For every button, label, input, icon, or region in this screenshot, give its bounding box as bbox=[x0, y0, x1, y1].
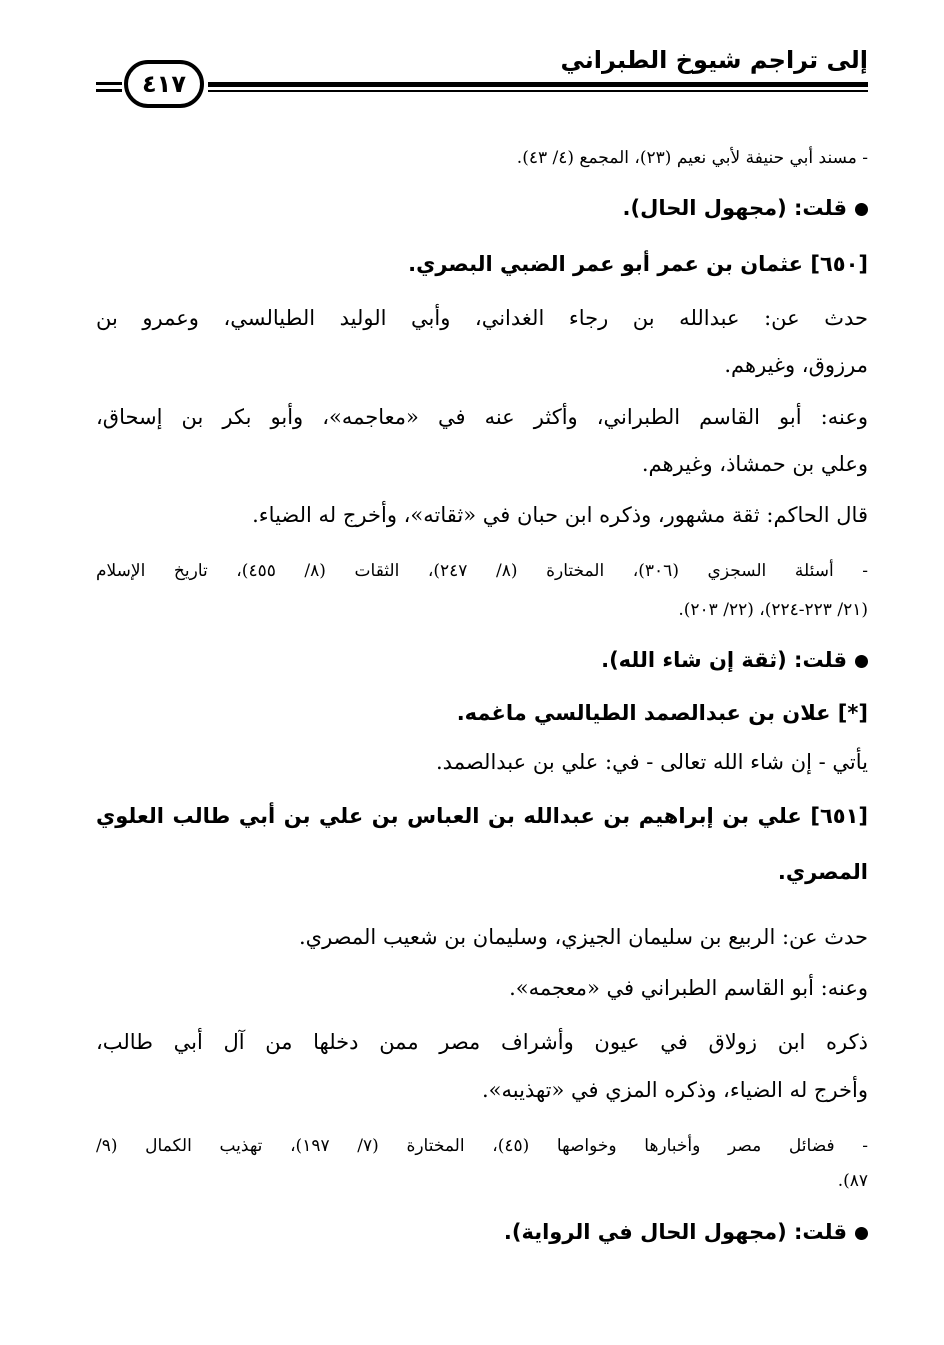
running-title: إلى تراجم شيوخ الطبراني bbox=[560, 46, 868, 74]
bullet-icon bbox=[855, 203, 868, 216]
entry-heading: [٦٥٠] عثمان بن عمر أبو عمر الضبي البصري. bbox=[408, 252, 868, 276]
entry-heading: [*] علان بن عبدالصمد الطيالسي ماغمه. bbox=[456, 701, 868, 725]
text-line: وعنه: أبو القاسم الطبراني، وأكثر عنه في «معاجمه»، وأبو بكر بن إسحاق، bbox=[96, 405, 868, 429]
text-line: قال الحاكم: ثقة مشهور، وذكره ابن حبان في «ثقاته»، وأخرج له الضياء. bbox=[252, 503, 868, 527]
footnote-line: - فضائل مصر وأخبارها وخواصها (٤٥)، المختارة (٧/ ١٩٧)، تهذيب الكمال (٩/ bbox=[96, 1136, 868, 1156]
entry-heading: [٦٥١] علي بن إبراهيم بن عبدالله بن العباس بن علي بن أبي طالب العلوي bbox=[96, 804, 868, 828]
footnote-line: - مسند أبي حنيفة لأبي نعيم (٢٣)، المجمع (٤/ ٤٣). bbox=[516, 148, 868, 168]
text-line: وعلي بن حمشاذ، وغيرهم. bbox=[641, 452, 868, 476]
text-line: مرزوق، وغيرهم. bbox=[724, 353, 868, 377]
footnote-line: ٨٧). bbox=[837, 1171, 868, 1191]
text-line: يأتي - إن شاء الله تعالى - في: علي بن عبدالصمد. bbox=[436, 750, 868, 774]
text-line: ذكره ابن زولاق في عيون وأشراف مصر ممن دخلها من آل أبي طالب، bbox=[96, 1030, 868, 1054]
entry-heading: المصري. bbox=[777, 860, 868, 884]
page-number: ٤١٧ bbox=[142, 70, 186, 98]
page-number-badge bbox=[124, 60, 204, 108]
footnote-line: - أسئلة السجزي (٣٠٦)، المختارة (٨/ ٢٤٧)، الثقات (٨/ ٤٥٥)، تاريخ الإسلام bbox=[96, 561, 868, 581]
bullet-icon bbox=[855, 655, 868, 668]
bullet-icon bbox=[855, 1227, 868, 1240]
verdict-text: قلت: (مجهول الحال في الرواية). bbox=[503, 1220, 847, 1244]
verdict-line bbox=[623, 193, 868, 223]
text-line: حدث عن: الربيع بن سليمان الجيزي، وسليمان بن شعيب المصري. bbox=[298, 925, 868, 949]
text-line: وأخرج له الضياء، وذكره المزي في «تهذيبه». bbox=[481, 1078, 868, 1102]
header-rule-left-top bbox=[96, 82, 122, 85]
text-line: وعنه: أبو القاسم الطبراني في «معجمه». bbox=[509, 976, 868, 1000]
page-header bbox=[96, 40, 868, 110]
footnote-line: (٢١/ ٢٢٣-٢٢٤)، (٢٢/ ٢٠٣). bbox=[678, 600, 868, 620]
verdict-line bbox=[601, 645, 868, 675]
verdict-line bbox=[504, 1217, 868, 1247]
text-line: حدث عن: عبدالله بن رجاء الغداني، وأبي الوليد الطيالسي، وعمرو بن bbox=[96, 306, 868, 330]
verdict-text: قلت: (مجهول الحال). bbox=[622, 196, 847, 220]
header-rule-thin bbox=[208, 90, 868, 92]
verdict-text: قلت: (ثقة إن شاء الله). bbox=[601, 648, 847, 672]
header-rule-left-bottom bbox=[96, 89, 122, 92]
header-rule-thick bbox=[208, 82, 868, 87]
